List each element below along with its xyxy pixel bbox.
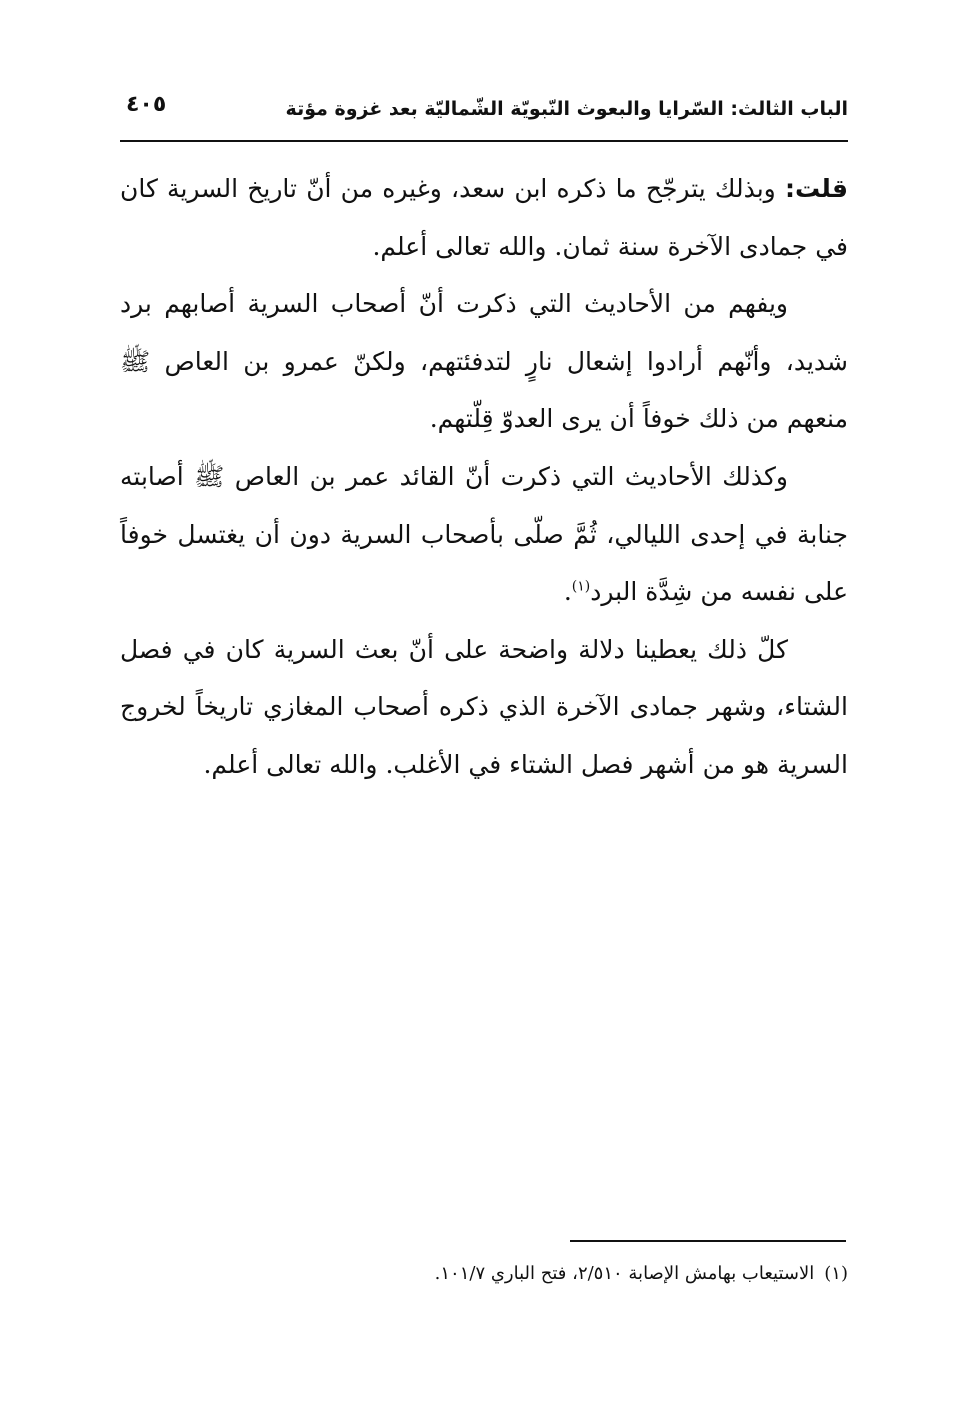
footnote-text: الاستيعاب بهامش الإصابة ٢/٥١٠، فتح الباري ١٠١/٧. [434,1263,815,1284]
paragraph-2: ويفهم من الأحاديث التي ذكرت أنّ أصحاب السرية أصابهم برد شديد، وأنّهم أرادوا إشعال نارٍ لتدفئتهم، ولكنّ عمرو بن العاص ﷺ منعهم من ذلك خوفاً أن يرى العدوّ قِلّتهم. [120,289,848,434]
paragraph-4: كلّ ذلك يعطينا دلالة واضحة على أنّ بعث السرية كان في فصل الشتاء، وشهر جمادى الآخرة الذي ذكره أصحاب المغازي تاريخاً لخروج السرية هو من أشهر فصل الشتاء في الأغلب. والله تعالى أعلم. [120,634,848,779]
chapter-title: الباب الثالث: السّرايا والبعوث النّبويّة الشّماليّة بعد غزوة مؤتة [285,98,848,120]
paragraph-1-text: وبذلك يترجّح ما ذكره ابن سعد، وغيره من أنّ تاريخ السرية كان في جمادى الآخرة سنة ثمان. والله تعالى أعلم. [120,174,848,261]
running-header [120,92,848,132]
paragraph-3-text: وكذلك الأحاديث التي ذكرت أنّ القائد عمر بن العاص ﷺ أصابته جنابة في إحدى الليالي، ثُمَّ صلّى بأصحاب السرية دون أن يغتسل خوفاً على نفسه من شِدَّة البرد [120,461,848,607]
paragraph-3-end: . [563,577,572,607]
footnote-number: (١) [824,1263,848,1284]
footnote [435,1258,848,1290]
footnote-separator [570,1240,846,1242]
footnote-reference: (١) [571,578,591,595]
header-rule [120,140,848,142]
main-text [120,160,848,794]
paragraph-lead-word: قلت: [784,174,848,203]
paragraph-1 [120,160,848,275]
paragraph-3 [120,448,848,621]
page-number: ٤٠٥ [126,92,167,117]
